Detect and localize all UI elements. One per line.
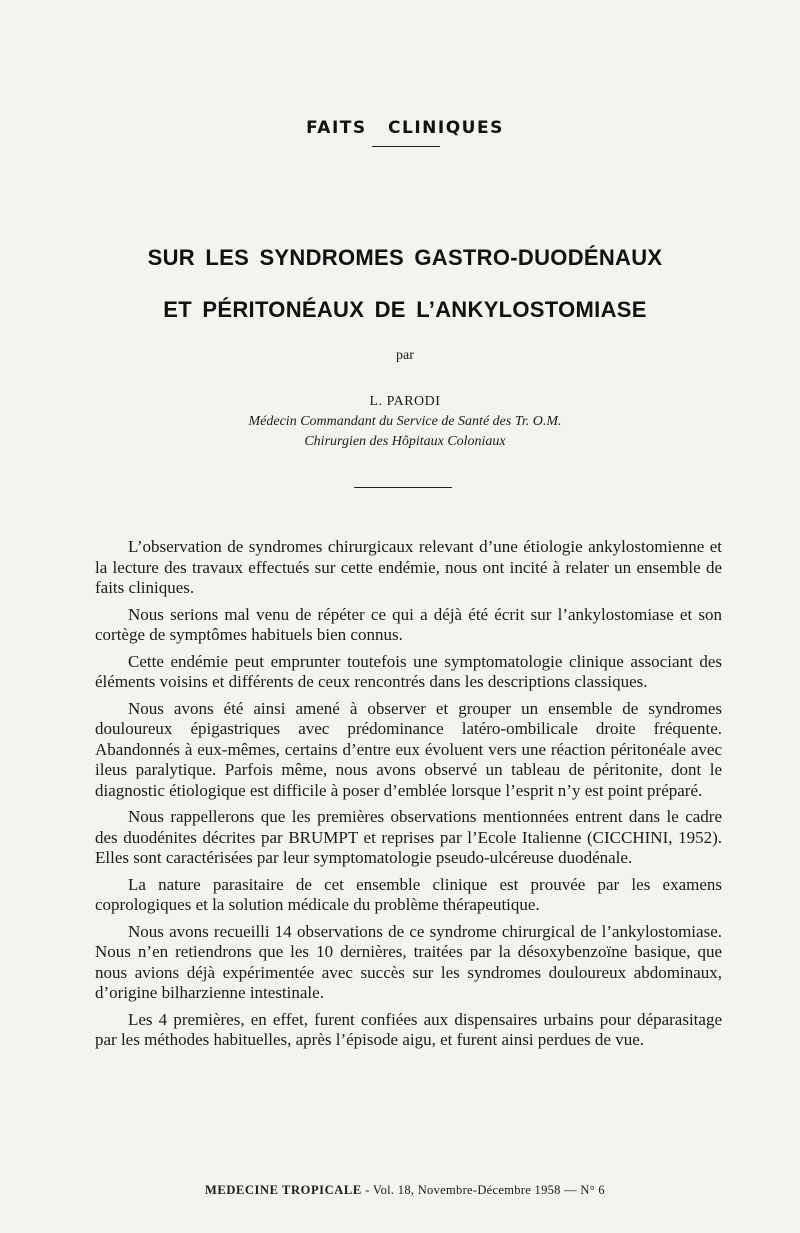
header-divider	[354, 487, 452, 488]
byline-par: par	[396, 348, 414, 363]
paragraph: Nous avons été ainsi amené à observer et grouper un ensemble de syndromes douloureux épigastriques avec prédominance latéro-ombilicale droite fréquente. Abandonnés à eux-mêmes, certains d’entre eux évoluent vers une réaction péritonéale avec ileus paralytique. Parfois même, nous avons observé un tableau de péritonite, dont le diagnostic étiologique est difficile à poser d’emblée lorsque l’esprit n’y est point préparé.	[95, 698, 722, 800]
paragraph: L’observation de syndromes chirurgicaux relevant d’une étiologie ankylostomienne et la lecture des travaux effectués sur cette endémie, nous ont incité à relater un ensemble de faits cliniques.	[95, 537, 722, 597]
paragraph: Nous avons recueilli 14 observations de ce syndrome chirurgical de l’ankylostomiase. Nous n’en retiendrons que les 10 dernières, traitées par la désoxybenzoïne basique, que nous avions déjà expérimentée avec succès sur les syndromes douloureux abdominaux, d’origine bilharzienne intestinale.	[95, 921, 722, 1002]
footer-publication: MEDECINE TROPICALE	[205, 1183, 362, 1197]
paragraph: Nous rappellerons que les premières observations mentionnées entrent dans le cadre des duodénites décrites par BRUMPT et reprises par l’Ecole Italienne (CICCHINI, 1952). Elles sont caractérisées par leur symptomatologie pseudo-ulcéreuse duodénale.	[95, 807, 722, 867]
paragraph: Les 4 premières, en effet, furent confiées aux dispensaires urbains pour déparasitage par les méthodes habituelles, après l’épisode aigu, et furent ainsi perdues de vue.	[95, 1009, 722, 1049]
author-name: L. PARODI	[369, 394, 441, 409]
article-title-line-1: SUR LES SYNDROMES GASTRO-DUODÉNAUX	[147, 245, 663, 270]
paragraph: La nature parasitaire de cet ensemble clinique est prouvée par les examens coprologiques et la solution médicale du problème thérapeutique.	[95, 874, 722, 914]
page-footer	[0, 1183, 800, 1198]
footer-volume: - Vol. 18, Novembre-Décembre 1958 — N° 6	[365, 1183, 605, 1197]
section-underline	[372, 146, 440, 147]
paragraph: Cette endémie peut emprunter toutefois une symptomatologie clinique associant des éléments voisins et différents de ceux rencontrés dans les descriptions classiques.	[95, 651, 722, 691]
article-body	[95, 537, 722, 1057]
author-affiliation-2: Chirurgien des Hôpitaux Coloniaux	[304, 434, 506, 449]
paragraph: Nous serions mal venu de répéter ce qui a déjà été écrit sur l’ankylostomiase et son cortège de symptômes habituels bien connus.	[95, 604, 722, 644]
author-affiliation-1: Médecin Commandant du Service de Santé des Tr. O.M.	[248, 414, 562, 429]
section-heading: FAITS CLINIQUES	[306, 118, 504, 138]
article-title-line-2: ET PÉRITONÉAUX DE L’ANKYLOSTOMIASE	[163, 297, 647, 322]
